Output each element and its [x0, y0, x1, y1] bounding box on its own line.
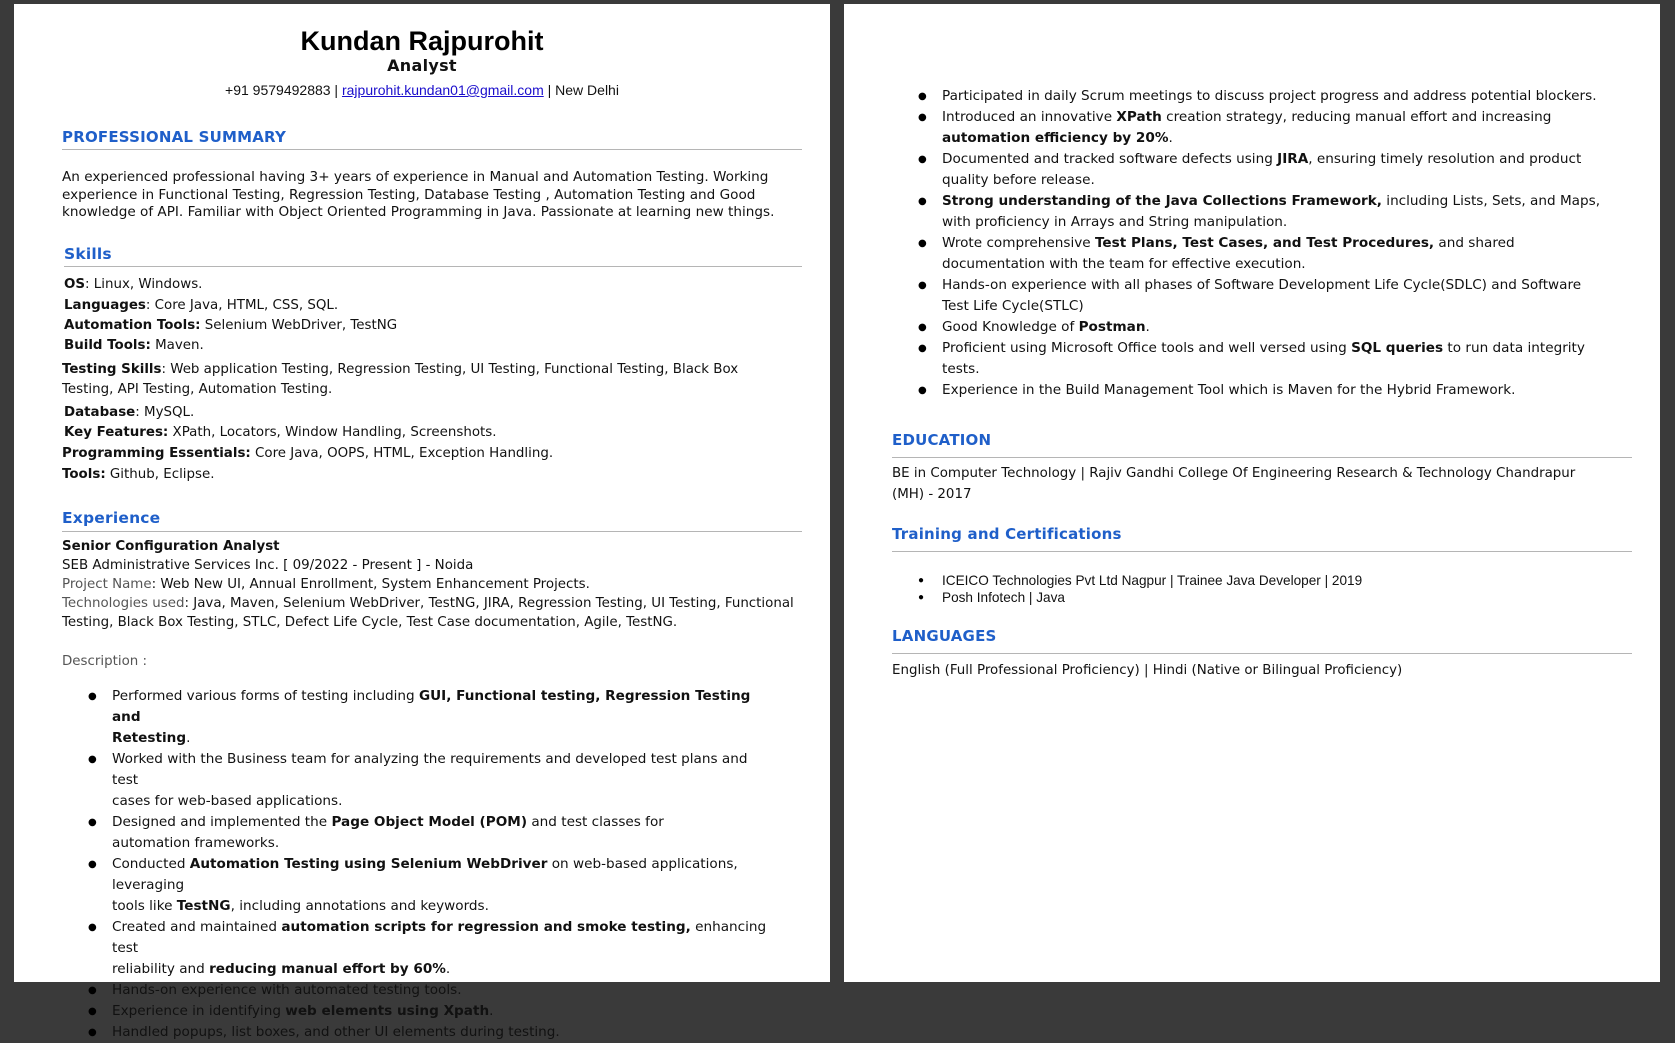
- list-item: ● Hands-on experience with automated testing tools.: [88, 980, 768, 1001]
- education-line-2: (MH) - 2017: [892, 487, 972, 502]
- skill-database: Database: MySQL.: [64, 405, 195, 420]
- skill-os: OS: Linux, Windows.: [64, 277, 203, 292]
- technologies-line: Technologies used: Java, Maven, Selenium WebDriver, TestNG, JIRA, Regression Testing, UI Testing, Functional: [62, 596, 794, 611]
- skill-languages: Languages: Core Java, HTML, CSS, SQL.: [64, 298, 339, 313]
- skill-build-tools: Build Tools: Maven.: [64, 338, 204, 353]
- education-divider: [892, 457, 1632, 458]
- training-divider: [892, 551, 1632, 552]
- list-item: ● Posh Infotech | Java: [918, 589, 1618, 606]
- skill-automation-tools: Automation Tools: Selenium WebDriver, TestNG: [64, 318, 398, 333]
- skill-tools: Tools: Github, Eclipse.: [62, 467, 215, 482]
- list-item: ● Strong understanding of the Java Collections Framework, including Lists, Sets, and Maps, with proficiency in Arrays and String manipulation.: [918, 191, 1638, 233]
- languages-text: English (Full Professional Proficiency) | Hindi (Native or Bilingual Proficiency): [892, 663, 1403, 678]
- list-item: ● Conducted Automation Testing using Selenium WebDriver on web-based applications, leveraging tools like TestNG, including annotations and keywords.: [88, 854, 768, 917]
- description-label: Description :: [62, 654, 148, 669]
- list-item: ● Participated in daily Scrum meetings to discuss project progress and address potential blockers.: [918, 86, 1638, 107]
- training-heading: Training and Certifications: [892, 525, 1122, 543]
- list-item: ● Experience in identifying web elements using Xpath.: [88, 1001, 768, 1022]
- job-title: Senior Configuration Analyst: [62, 539, 280, 554]
- phone-number: +91 9579492883 |: [225, 82, 339, 98]
- list-item: ● Good Knowledge of Postman.: [918, 317, 1638, 338]
- resume-page-2: [844, 4, 1660, 982]
- education-heading: EDUCATION: [892, 431, 992, 449]
- contact-line: [14, 82, 830, 98]
- list-item: ● Wrote comprehensive Test Plans, Test Cases, and Test Procedures, and shared documentation with the team for effective execution.: [918, 233, 1638, 275]
- skills-divider: [64, 266, 802, 267]
- experience-heading: Experience: [62, 509, 161, 527]
- candidate-role: Analyst: [387, 56, 457, 75]
- languages-heading: LANGUAGES: [892, 627, 997, 645]
- list-item: ● Introduced an innovative XPath creation strategy, reducing manual effort and increasing automation efficiency by 20%.: [918, 107, 1638, 149]
- list-item: ● Proficient using Microsoft Office tools and well versed using SQL queries to run data integrity tests.: [918, 338, 1638, 380]
- list-item: ● Experience in the Build Management Tool which is Maven for the Hybrid Framework.: [918, 380, 1638, 401]
- email-link[interactable]: rajpurohit.kundan01@gmail.com: [341, 82, 544, 98]
- summary-text: An experienced professional having 3+ years of experience in Manual and Automation Testing. Working experience in Functional Testing, Regression Testing, Database Testing , Automation Testing and Good knowledge of API. Familiar with Object Oriented Programming in Java. Passionate at learning new things.: [62, 169, 775, 220]
- list-item: ● Designed and implemented the Page Object Model (POM) and test classes for automation frameworks.: [88, 812, 768, 854]
- skills-heading: Skills: [64, 245, 112, 263]
- project-line: Project Name: Web New UI, Annual Enrollment, System Enhancement Projects.: [62, 577, 590, 592]
- languages-divider: [892, 653, 1632, 654]
- list-item: ● ICEICO Technologies Pvt Ltd Nagpur | Trainee Java Developer | 2019: [918, 572, 1618, 589]
- list-item: ● Documented and tracked software defects using JIRA, ensuring timely resolution and product quality before release.: [918, 149, 1638, 191]
- experience-bullets: [88, 686, 768, 1043]
- job-company: SEB Administrative Services Inc. [ 09/2022 - Present ] - Noida: [62, 558, 474, 573]
- skill-programming: Programming Essentials: Core Java, OOPS, HTML, Exception Handling.: [62, 446, 554, 461]
- list-item: ● Hands-on experience with all phases of Software Development Life Cycle(SDLC) and Software Test Life Cycle(STLC): [918, 275, 1638, 317]
- skill-key-features: Key Features: XPath, Locators, Window Handling, Screenshots.: [64, 425, 497, 440]
- education-line-1: BE in Computer Technology | Rajiv Gandhi College Of Engineering Research & Technology Chandrapur: [892, 466, 1576, 481]
- experience-bullets-continued: [918, 86, 1638, 401]
- experience-divider: [62, 531, 802, 532]
- summary-heading: PROFESSIONAL SUMMARY: [62, 128, 287, 146]
- candidate-name: Kundan Rajpurohit: [300, 26, 544, 56]
- location: | New Delhi: [547, 82, 619, 98]
- training-list: [918, 572, 1618, 606]
- summary-divider: [62, 149, 802, 150]
- list-item: ● Performed various forms of testing including GUI, Functional testing, Regression Testing and Retesting.: [88, 686, 768, 749]
- skill-testing-cont: Testing, API Testing, Automation Testing.: [62, 382, 333, 397]
- resume-page-1: [14, 4, 830, 1040]
- list-item: ● Handled popups, list boxes, and other UI elements during testing.: [88, 1022, 768, 1043]
- list-item: ● Worked with the Business team for analyzing the requirements and developed test plans and test cases for web-based applications.: [88, 749, 768, 812]
- technologies-line-cont: Testing, Black Box Testing, STLC, Defect Life Cycle, Test Case documentation, Agile, TestNG.: [62, 615, 678, 630]
- skill-testing: Testing Skills: Web application Testing, Regression Testing, UI Testing, Functional Testing, Black Box: [62, 362, 739, 377]
- list-item: ● Created and maintained automation scripts for regression and smoke testing, enhancing test reliability and reducing manual effort by 60%.: [88, 917, 768, 980]
